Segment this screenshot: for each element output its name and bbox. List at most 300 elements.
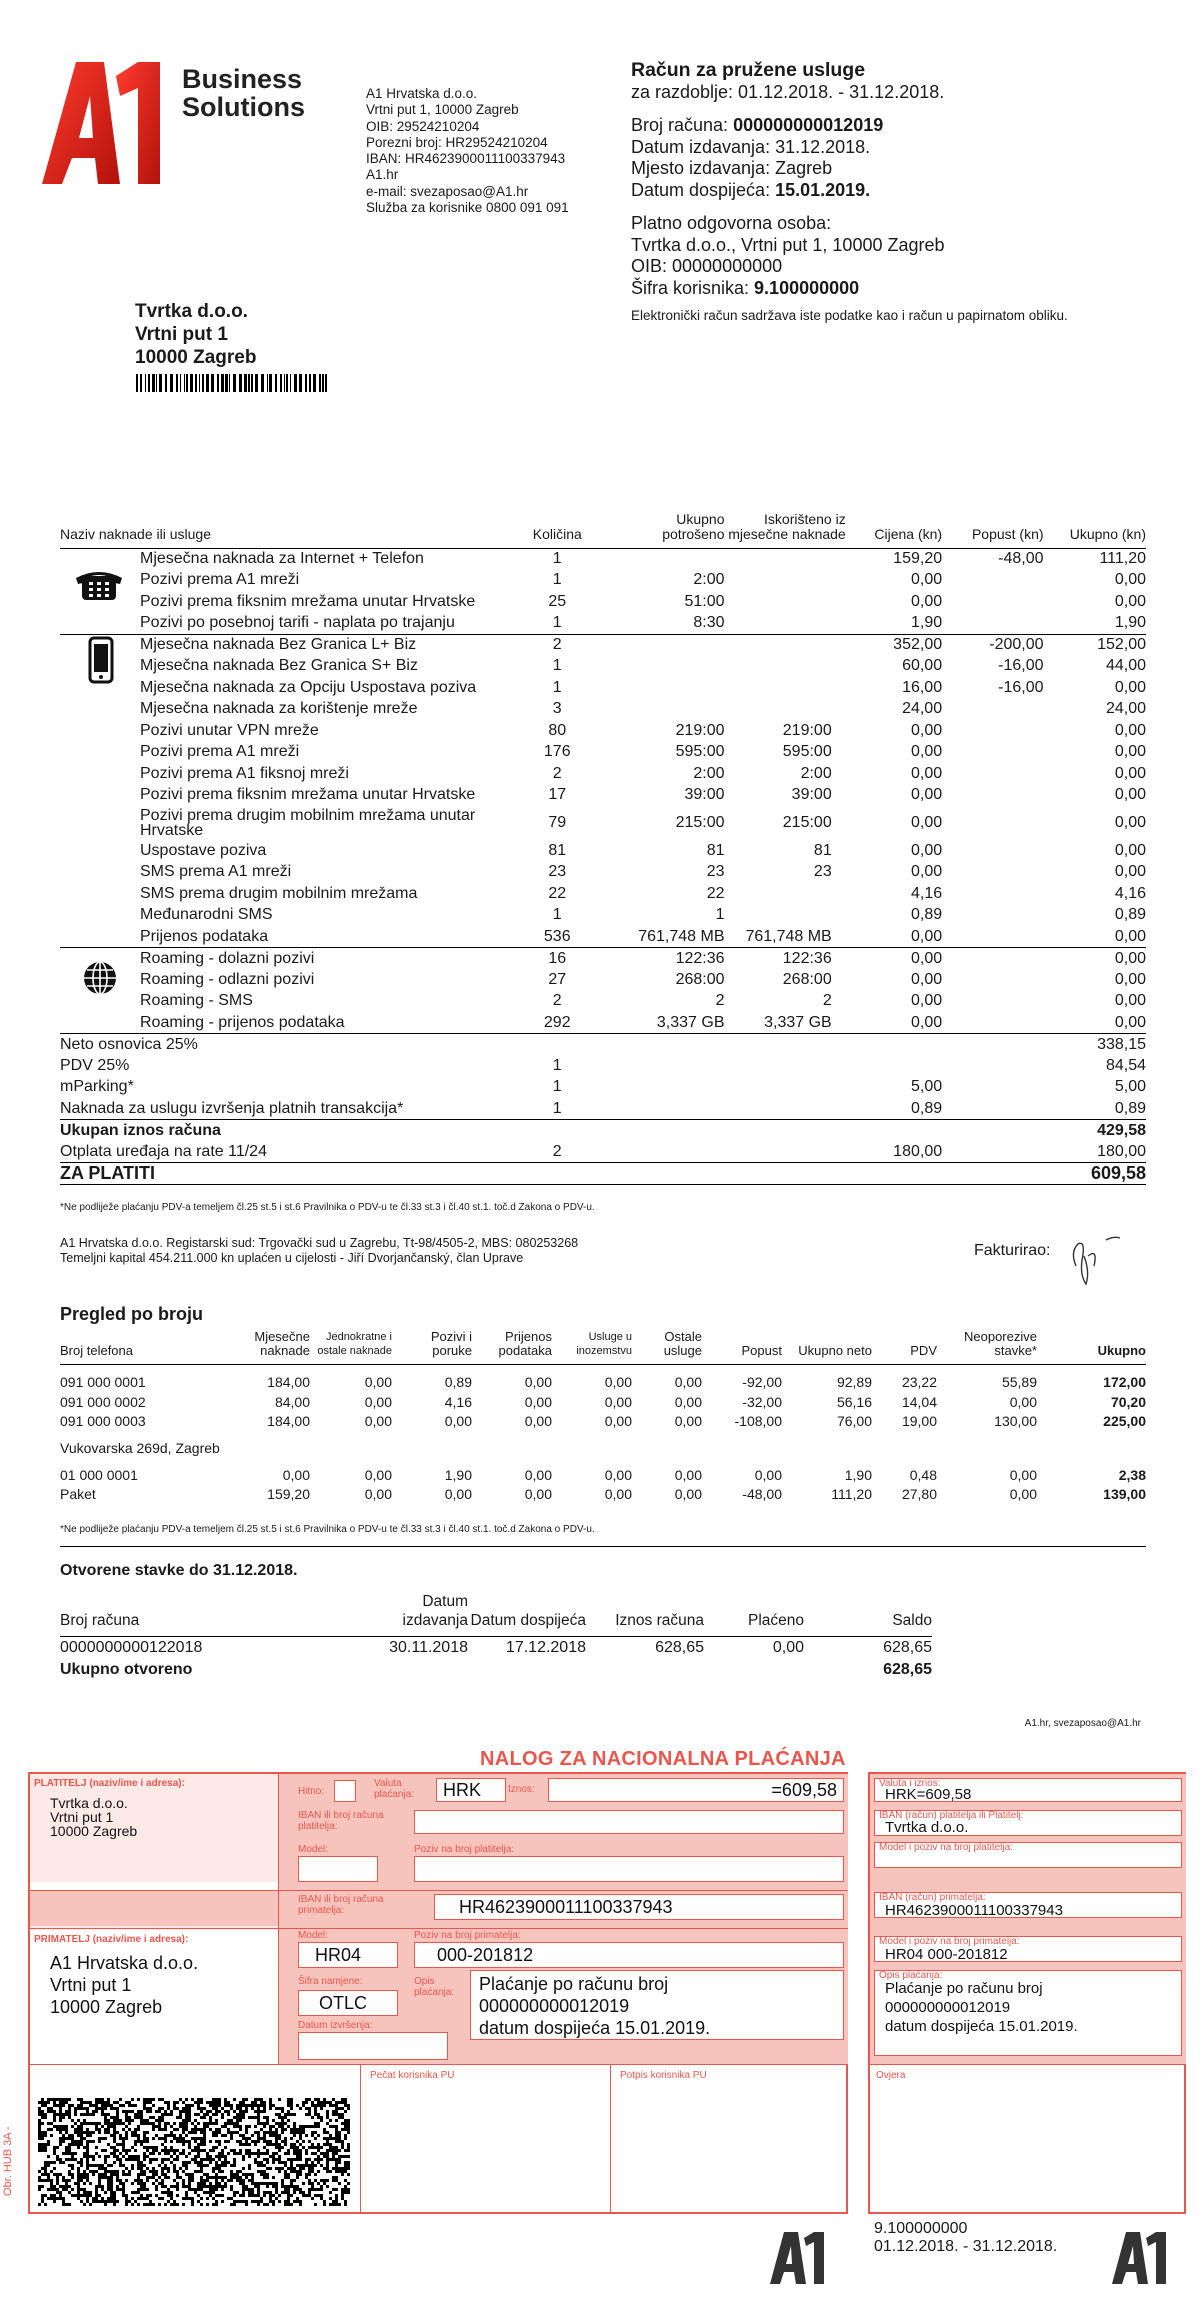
barcode-bar xyxy=(275,374,277,392)
barcode-bar xyxy=(255,374,258,392)
contact-line: A1.hr, svezaposao@A1.hr xyxy=(1024,1718,1141,1729)
postal-barcode xyxy=(136,374,328,392)
receipt-payer-field[interactable]: IBAN (račun) platitelja ili Platitelj: Tvrtka d.o.o. xyxy=(874,1810,1182,1836)
per-number-value: 0,00 xyxy=(674,1393,702,1410)
service-price: 0,00 xyxy=(910,786,943,804)
per-number-value: 0,00 xyxy=(524,1466,552,1483)
service-from-monthly xyxy=(725,613,846,635)
service-discount: -200,00 xyxy=(942,634,1043,656)
per-number-value: 0,00 xyxy=(674,1374,702,1391)
ref-recipient-field[interactable]: 000-201812 xyxy=(414,1942,844,1968)
service-from-monthly: 595:00 xyxy=(782,743,832,761)
per-number-value: 0,00 xyxy=(1009,1466,1037,1483)
per-number-value: 0,00 xyxy=(364,1413,392,1430)
service-row xyxy=(60,806,1146,840)
service-from-monthly: 23 xyxy=(813,863,832,881)
summary-price: 5,00 xyxy=(910,1078,943,1096)
summary-qty: 1 xyxy=(552,1078,562,1096)
invoice-date-label: Datum izdavanja: xyxy=(631,136,776,157)
service-qty: 1 xyxy=(552,657,562,675)
per-number-value: 0,00 xyxy=(524,1393,552,1410)
per-number-header: Usluge u inozemstvu xyxy=(576,1331,632,1357)
per-number-header: Broj telefona xyxy=(60,1343,133,1358)
service-total: 111,20 xyxy=(1099,550,1146,567)
open-total: 628,65 xyxy=(883,1660,932,1678)
open-items-header: Datum dospijeća xyxy=(470,1612,586,1629)
per-number-value: 0,48 xyxy=(909,1466,937,1483)
invoice-place-row xyxy=(631,158,1068,180)
barcode-bar xyxy=(294,374,297,392)
empty-cell xyxy=(618,1141,724,1163)
service-price: 16,00 xyxy=(902,678,943,696)
open-item-value: 17.12.2018 xyxy=(505,1638,586,1656)
open-items-header: Iznos računa xyxy=(615,1612,704,1629)
service-used xyxy=(618,548,724,570)
invoice-date-row xyxy=(631,137,1068,159)
barcode-bar xyxy=(186,374,188,392)
receipt-model-payer-field[interactable]: Model i poziv na broj platitelja: xyxy=(874,1842,1182,1868)
receipt-description-field[interactable]: Opis plaćanja: Plaćanje po računu broj 000000000012019 datum dospijeća 15.01.2019. xyxy=(874,1970,1182,2056)
service-discount: -16,00 xyxy=(998,657,1044,675)
barcode-bar xyxy=(176,374,178,392)
service-qty: 176 xyxy=(543,743,571,761)
barcode-bar xyxy=(299,374,302,392)
urgent-label: Hitno: xyxy=(298,1786,325,1797)
amount-field[interactable]: =609,58 xyxy=(548,1778,844,1802)
invoice-due: 15.01.2019. xyxy=(775,179,871,200)
invoice-place-label: Mjesto izdavanja: xyxy=(631,158,776,178)
open-items-header: Broj računa xyxy=(60,1612,140,1629)
service-used: 8:30 xyxy=(693,614,725,631)
barcode-bar xyxy=(184,374,185,392)
service-qty: 1 xyxy=(552,550,562,567)
per-number-value: 70,20 xyxy=(1110,1393,1146,1410)
empty-cell xyxy=(942,1141,1043,1163)
service-qty: 1 xyxy=(552,614,562,631)
summary-row xyxy=(60,1034,1146,1056)
service-discount xyxy=(942,763,1043,785)
barcode-bar xyxy=(165,374,167,392)
location-label: Vukovarska 269d, Zagreb xyxy=(60,1440,220,1456)
summary-empty xyxy=(942,1034,1043,1056)
verification-label: Ovjera xyxy=(876,2070,906,2081)
empty-cell xyxy=(942,1120,1043,1142)
per-number-value: 172,00 xyxy=(1103,1374,1146,1391)
service-discount xyxy=(942,883,1043,905)
service-price: 1,90 xyxy=(910,614,943,631)
per-number-value: 0,89 xyxy=(444,1374,472,1391)
service-qty: 80 xyxy=(548,721,567,739)
invoice-number-label: Broj računa: xyxy=(631,115,734,135)
iban-payer-field[interactable] xyxy=(414,1810,844,1834)
urgent-checkbox[interactable] xyxy=(334,1780,356,1802)
service-price: 0,00 xyxy=(910,814,943,831)
invoice-total-row xyxy=(60,1120,1146,1142)
empty-cell xyxy=(496,1120,618,1142)
per-number-row xyxy=(60,1412,1146,1432)
receipt-model-recipient-field[interactable]: Model i poziv na broj primatelja: HR04 000-201812 xyxy=(874,1936,1182,1962)
payer-label: Platno odgovorna osoba: xyxy=(631,213,832,233)
service-price: 0,00 xyxy=(910,841,943,859)
barcode-bar xyxy=(261,374,264,392)
service-from-monthly xyxy=(725,905,846,927)
summary-total: 5,00 xyxy=(1114,1078,1146,1096)
description-field[interactable]: Plaćanje po računu broj 000000000012019 datum dospijeća 15.01.2019. xyxy=(470,1970,844,2040)
service-total: 0,00 xyxy=(1114,786,1146,804)
description-label: Opis plaćanja: xyxy=(414,1976,455,1998)
service-from-monthly: 2:00 xyxy=(800,764,832,782)
service-qty: 23 xyxy=(548,863,567,881)
summary-empty xyxy=(942,1077,1043,1099)
slip-title: NALOG ZA NACIONALNA PLAĆANJA xyxy=(480,1748,846,1770)
service-total: 0,00 xyxy=(1114,678,1146,696)
service-name: Pozivi unutar VPN mreže xyxy=(140,721,319,739)
barcode-bar xyxy=(202,374,204,392)
service-total: 0,00 xyxy=(1114,992,1146,1010)
empty-cell xyxy=(618,1120,724,1142)
per-number-value: 184,00 xyxy=(267,1413,310,1430)
amount-due: 609,58 xyxy=(1044,1163,1146,1185)
summary-empty xyxy=(618,1098,724,1120)
payment-receipt xyxy=(868,1772,1186,2214)
service-qty: 25 xyxy=(548,592,567,610)
receipt-amount-field[interactable]: Valuta i iznos: HRK=609,58 xyxy=(874,1778,1182,1802)
per-number-value: 0,00 xyxy=(674,1466,702,1483)
summary-label: Neto osnovica 25% xyxy=(60,1034,496,1056)
service-used xyxy=(618,656,724,678)
per-number-table xyxy=(60,1330,1146,1504)
per-number-value: 0,00 xyxy=(364,1393,392,1410)
per-number-value: 184,00 xyxy=(267,1374,310,1391)
service-price: 0,00 xyxy=(910,721,943,739)
service-row xyxy=(60,883,1146,905)
barcode-modules xyxy=(38,2098,350,2206)
open-items-table xyxy=(60,1592,932,1681)
a1-logo-small xyxy=(770,2228,852,2286)
summary-total: 338,15 xyxy=(1044,1034,1146,1056)
slip-recipient-line: A1 Hrvatska d.o.o. xyxy=(50,1953,199,1973)
purpose-code-field[interactable]: OTLC xyxy=(298,1990,398,2016)
per-number-header: Pozivi i poruke xyxy=(430,1329,472,1358)
per-number-value: 0,00 xyxy=(364,1466,392,1483)
service-qty: 22 xyxy=(548,884,567,902)
customer-code-row xyxy=(631,278,1068,300)
service-discount xyxy=(942,720,1043,742)
service-row xyxy=(60,699,1146,721)
open-items-header: Datum izdavanja xyxy=(402,1593,468,1629)
per-number-value: 23,22 xyxy=(901,1374,937,1391)
open-total-label: Ukupno otvoreno xyxy=(60,1660,193,1678)
service-row xyxy=(60,763,1146,785)
service-total: 0,00 xyxy=(1044,948,1146,970)
globe-icon xyxy=(70,958,130,998)
issuer-line: e-mail: svezaposao@A1.hr xyxy=(366,183,529,199)
service-row xyxy=(60,948,1146,970)
invoice-number: 000000000012019 xyxy=(733,115,884,135)
per-number-value: 0,00 xyxy=(444,1413,472,1430)
service-total: 152,00 xyxy=(1044,634,1146,656)
exec-date-field[interactable] xyxy=(298,2032,448,2060)
per-number-title: Pregled po broju xyxy=(60,1304,204,1324)
per-number-row xyxy=(60,1373,1146,1393)
per-number-value: 0,00 xyxy=(604,1374,632,1391)
per-number-value: 4,16 xyxy=(444,1393,472,1410)
per-number-value: 0,00 xyxy=(364,1374,392,1391)
per-number-header: Jednokratne i ostale naknade xyxy=(317,1331,392,1357)
barcode-bar xyxy=(239,374,242,392)
service-total: 0,00 xyxy=(1114,764,1146,782)
summary-total: 0,89 xyxy=(1114,1099,1146,1117)
vat-footnote: *Ne podliježe plaćanju PDV-a temeljem čl.25 st.5 i st.6 Pravilnika o PDV-u te čl.33 st.3 i čl.40 st.1. toč.d Zakona o PDV-u. xyxy=(60,1202,595,1213)
registry-line: Temeljni kapital 454.211.000 kn uplaćen u cijelosti - Jiří Dvorjančanský, član Uprave xyxy=(60,1251,524,1265)
invoiced-by-label: Fakturirao: xyxy=(974,1242,1051,1259)
service-name: Pozivi prema A1 fiksnoj mreži xyxy=(140,764,349,782)
barcode-bar xyxy=(309,374,311,392)
service-qty: 2 xyxy=(552,992,562,1010)
service-qty: 3 xyxy=(552,700,562,718)
service-from-monthly xyxy=(725,548,846,570)
per-number-value: 139,00 xyxy=(1103,1486,1146,1503)
summary-empty xyxy=(725,1055,846,1077)
service-qty: 2 xyxy=(496,634,618,656)
per-number-value: 1,90 xyxy=(444,1466,472,1483)
service-name: Pozivi prema A1 mreži xyxy=(140,571,300,589)
open-items-title: Otvorene stavke do 31.12.2018. xyxy=(60,1562,298,1579)
service-row xyxy=(60,634,1146,656)
barcode-bar xyxy=(170,374,173,392)
service-used: 39:00 xyxy=(684,786,725,804)
per-number-header: Ukupno xyxy=(1097,1343,1146,1358)
per-number-header: Mjesečne naknade xyxy=(254,1329,310,1358)
per-number-value: 130,00 xyxy=(994,1413,1037,1430)
per-number-header: Popust xyxy=(741,1343,782,1358)
service-discount xyxy=(942,840,1043,862)
issuer-line: Porezni broj: HR29524210204 xyxy=(366,134,548,150)
per-number-value: 225,00 xyxy=(1103,1413,1146,1430)
service-total: 24,00 xyxy=(1105,700,1146,718)
summary-qty xyxy=(496,1034,618,1056)
service-discount xyxy=(942,1012,1043,1034)
service-row xyxy=(60,991,1146,1013)
col-total: Ukupno (kn) xyxy=(1069,525,1146,542)
service-qty: 1 xyxy=(552,678,562,696)
service-name: Mjesečna naknada Bez Granica S+ Biz xyxy=(140,657,418,675)
service-name: Uspostave poziva xyxy=(140,841,267,859)
amount-due-row xyxy=(60,1163,1146,1185)
per-number-row xyxy=(60,1465,1146,1485)
barcode-bar xyxy=(136,374,138,392)
open-item-value: 0000000000122018 xyxy=(60,1638,203,1656)
service-price: 0,00 xyxy=(910,764,943,782)
barcode-bar xyxy=(159,374,162,392)
service-total: 0,00 xyxy=(1114,1013,1146,1031)
recipient-city: 10000 Zagreb xyxy=(135,347,257,368)
per-number-value: 0,00 xyxy=(754,1466,782,1483)
barcode-bar xyxy=(322,374,324,392)
col-name: Naziv naknade ili usluge xyxy=(60,525,211,542)
service-from-monthly xyxy=(725,677,846,699)
iban-recipient-field[interactable]: HR4623900011100337943 xyxy=(434,1894,844,1920)
per-number-row xyxy=(60,1392,1146,1412)
open-item-value: 30.11.2018 xyxy=(389,1638,468,1656)
invoice-date: 31.12.2018. xyxy=(775,136,871,157)
service-price: 159,20 xyxy=(893,550,943,567)
summary-row xyxy=(60,1055,1146,1077)
summary-price: 0,89 xyxy=(910,1099,943,1117)
service-used xyxy=(618,677,724,699)
recipient-address xyxy=(135,300,256,369)
service-from-monthly xyxy=(725,570,846,592)
per-number-value: 0,00 xyxy=(282,1466,310,1483)
ref-payer-field[interactable] xyxy=(414,1856,844,1882)
currency-field[interactable]: HRK xyxy=(436,1778,506,1802)
per-number-value: 19,00 xyxy=(901,1413,937,1430)
phone-icon xyxy=(70,568,130,604)
open-item-value: 628,65 xyxy=(655,1638,704,1656)
slip-payer-line: Vrtni put 1 xyxy=(50,1809,114,1825)
phone-number: 091 000 0003 xyxy=(60,1413,146,1430)
per-number-value: 0,00 xyxy=(524,1413,552,1430)
summary-empty xyxy=(725,1077,846,1099)
service-name: Mjesečna naknada za Internet + Telefon xyxy=(140,550,424,567)
per-number-header: Ukupno neto xyxy=(798,1343,872,1358)
location-row xyxy=(60,1431,1146,1465)
payer-label: PLATITELJ (naziv/ime i adresa): xyxy=(34,1778,185,1789)
per-number-value: -32,00 xyxy=(742,1393,782,1410)
service-used xyxy=(618,634,724,656)
invoice-period: za razdoblje: 01.12.2018. - 31.12.2018. xyxy=(631,81,945,102)
barcode-bar xyxy=(313,374,316,392)
service-discount xyxy=(942,948,1043,970)
per-number-value: 56,16 xyxy=(836,1393,872,1410)
service-used: 219:00 xyxy=(675,721,725,739)
vat-footnote-2: *Ne podliježe plaćanju PDV-a temeljem čl.25 st.5 i st.6 Pravilnika o PDV-u te čl.33 st.3 i čl.40 st.1. toč.d Zakona o PDV-u. xyxy=(60,1524,595,1535)
stamp-label: Pečat korisnika PU xyxy=(370,2070,455,2081)
service-row xyxy=(60,720,1146,742)
service-qty: 536 xyxy=(543,927,571,945)
per-number-value: 0,00 xyxy=(524,1374,552,1391)
per-number-value: 76,00 xyxy=(836,1413,872,1430)
invoice-title: Račun za pružene usluge xyxy=(631,59,866,81)
barcode-bar xyxy=(145,374,146,392)
slip-payer-line: Tvrtka d.o.o. xyxy=(50,1795,128,1811)
service-discount xyxy=(942,570,1043,592)
service-name: Pozivi po posebnoj tarifi - naplata po trajanju xyxy=(140,614,455,631)
service-used xyxy=(618,699,724,721)
barcode-bar xyxy=(152,374,155,392)
summary-empty xyxy=(942,1055,1043,1077)
service-row xyxy=(60,840,1146,862)
model-payer-field[interactable] xyxy=(298,1856,378,1882)
service-used: 268:00 xyxy=(675,970,725,988)
summary-label: mParking* xyxy=(60,1078,134,1096)
ref-recipient-label: Poziv na broj primatelja: xyxy=(414,1930,521,1941)
service-row xyxy=(60,613,1146,635)
invoice-total: 429,58 xyxy=(1044,1120,1146,1142)
service-row xyxy=(60,969,1146,991)
service-price: 60,00 xyxy=(902,657,943,675)
service-from-monthly: 268:00 xyxy=(782,970,832,988)
model-recipient-field[interactable]: HR04 xyxy=(298,1942,398,1968)
barcode-bar xyxy=(280,374,282,392)
service-row xyxy=(60,1012,1146,1034)
service-qty: 81 xyxy=(548,841,567,859)
payer-address: Tvrtka d.o.o., Vrtni put 1, 10000 Zagreb xyxy=(631,234,945,255)
signature-label: Potpis korisnika PU xyxy=(620,2070,707,2081)
service-row xyxy=(60,591,1146,613)
service-name: SMS prema drugim mobilnim mrežama xyxy=(140,884,418,902)
issuer-line: Služba za korisnike 0800 091 091 xyxy=(366,200,569,216)
open-item-value: 0,00 xyxy=(772,1638,804,1656)
barcode-bar xyxy=(286,374,288,392)
per-number-header: Ostale usluge xyxy=(663,1329,702,1358)
per-number-value: 92,89 xyxy=(836,1374,872,1391)
barcode-bar xyxy=(244,374,247,392)
service-from-monthly xyxy=(725,634,846,656)
service-row xyxy=(60,570,1146,592)
service-from-monthly xyxy=(725,699,846,721)
slip-recipient-line: Vrtni put 1 xyxy=(50,1975,132,1995)
empty-cell xyxy=(496,1163,618,1185)
service-total: 44,00 xyxy=(1105,657,1146,675)
service-total: 0,00 xyxy=(1114,863,1146,881)
service-discount xyxy=(942,905,1043,927)
empty-cell xyxy=(586,1659,704,1681)
service-from-monthly: 215:00 xyxy=(782,814,832,831)
empty-cell xyxy=(846,1120,942,1142)
slip-period: 01.12.2018. - 31.12.2018. xyxy=(874,2238,1058,2255)
service-row xyxy=(60,548,1146,570)
issuer-line: OIB: 29524210204 xyxy=(366,118,480,134)
per-number-value: -108,00 xyxy=(734,1413,782,1430)
service-price: 0,89 xyxy=(910,906,943,924)
phone-number: Paket xyxy=(60,1486,96,1503)
currency-label: Valuta plaćanja: xyxy=(374,1778,415,1800)
service-used: 23 xyxy=(706,863,725,881)
recipient-label: PRIMATELJ (naziv/ime i adresa): xyxy=(34,1934,189,1945)
per-number-value: 2,38 xyxy=(1118,1466,1146,1483)
service-used: 51:00 xyxy=(684,592,725,610)
service-from-monthly: 219:00 xyxy=(782,721,832,739)
service-total: 4,16 xyxy=(1114,884,1146,902)
a1-logo xyxy=(42,60,312,200)
service-used: 22 xyxy=(706,884,725,902)
per-number-value: 0,00 xyxy=(444,1486,472,1503)
service-discount xyxy=(942,591,1043,613)
payment-2d-barcode xyxy=(38,2094,358,2210)
recipient-name: Tvrtka d.o.o. xyxy=(135,301,248,322)
per-number-value: 0,00 xyxy=(674,1413,702,1430)
col-used: Ukupno potrošeno xyxy=(662,510,725,542)
installment-label: Otplata uređaja na rate 11/24 xyxy=(60,1142,267,1160)
service-name: Mjesečna naknada za Opciju Uspostava poziva xyxy=(140,678,477,696)
slip-recipient-line: 10000 Zagreb xyxy=(50,1997,163,2017)
service-qty: 17 xyxy=(548,786,567,804)
issuer-line: IBAN: HR4623900011100337943 xyxy=(366,151,566,167)
customer-code-label: Šifra korisnika: xyxy=(631,277,755,298)
registry-info xyxy=(60,1236,578,1266)
empty-cell xyxy=(725,1120,846,1142)
col-from-monthly: Iskorišteno iz mjesečne naknade xyxy=(728,510,846,542)
receipt-iban-recipient-field[interactable]: IBAN (račun) primatelja: HR4623900011100337943 xyxy=(874,1892,1182,1918)
summary-total: 84,54 xyxy=(1105,1056,1146,1074)
installment-price: 180,00 xyxy=(893,1142,943,1160)
barcode-bar xyxy=(251,374,253,392)
service-total: 0,00 xyxy=(1114,927,1146,945)
form-code: Obr. HUB 3A - xyxy=(2,2126,14,2196)
service-used: 81 xyxy=(706,841,725,859)
service-from-monthly xyxy=(725,591,846,613)
